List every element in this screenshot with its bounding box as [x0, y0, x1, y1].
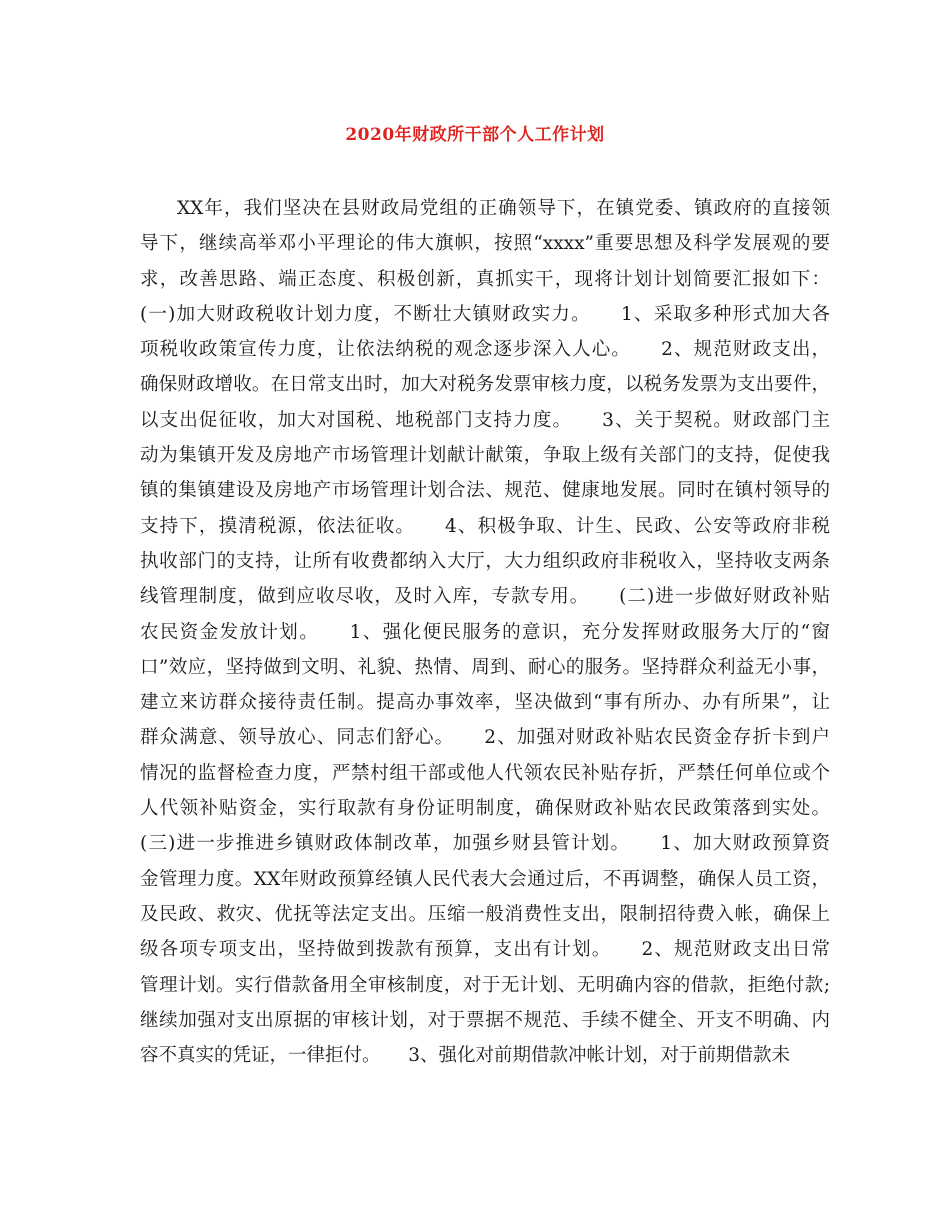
document-title: 2020年财政所干部个人工作计划 [345, 125, 605, 145]
text-line: 农民资金发放计划。 1、强化便民服务的意识，充分发挥财政服务大厅的“窗 [140, 621, 830, 643]
text-line: (三)进一步推进乡镇财政体制改革，加强乡财县管计划。 1、加大财政预算资 [140, 833, 830, 855]
text-line: 执收部门的支持，让所有收费都纳入大厅，大力组织政府非税收入，坚持收支两条 [140, 550, 830, 572]
text-line: 以支出促征收，加大对国税、地税部门支持力度。 3、关于契税。财政部门主 [140, 409, 830, 431]
text-line: 动为集镇开发及房地产市场管理计划献计献策，争取上级有关部门的支持，促使我 [140, 445, 830, 467]
text-line: (一)加大财政税收计划力度，不断壮大镇财政实力。 1、采取多种形式加大各 [140, 303, 830, 325]
text-line: 支持下，摸清税源，依法征收。 4、积极争取、计生、民政、公安等政府非税 [140, 515, 830, 537]
text-line: 继续加强对支出原据的审核计划，对于票据不规范、手续不健全、开支不明确、内 [140, 1009, 830, 1031]
text-line: 及民政、救灾、优抚等法定支出。压缩一般消费性支出，限制招待费入帐，确保上 [140, 903, 830, 925]
text-line: 人代领补贴资金，实行取款有身份证明制度，确保财政补贴农民政策落到实处。 [140, 798, 830, 820]
text-line: 导下，继续高举邓小平理论的伟大旗帜，按照“xxxx”重要思想及科学发展观的要 [140, 233, 830, 255]
text-line: 求，改善思路、端正态度、积极创新，真抓实干，现将计划计划简要汇报如下： [140, 268, 830, 290]
text-line: 金管理力度。XX年财政预算经镇人民代表大会通过后，不再调整，确保人员工资， [140, 868, 830, 890]
text-line: 群众满意、领导放心、同志们舒心。 2、加强对财政补贴农民资金存折卡到户 [140, 727, 830, 749]
text-line: 线管理制度，做到应收尽收，及时入库，专款专用。 (二)进一步做好财政补贴 [140, 586, 830, 608]
text-line: 级各项专项支出，坚持做到拨款有预算，支出有计划。 2、规范财政支出日常 [140, 939, 830, 961]
text-line: 建立来访群众接待责任制。提高办事效率，坚决做到“事有所办、办有所果”，让 [140, 692, 830, 714]
text-line: 情况的监督检查力度，严禁村组干部或他人代领农民补贴存折，严禁任何单位或个 [140, 762, 830, 784]
text-line: 镇的集镇建设及房地产市场管理计划合法、规范、健康地发展。同时在镇村领导的 [140, 480, 830, 502]
text-line: 确保财政增收。在日常支出时，加大对税务发票审核力度，以税务发票为支出要件， [140, 374, 830, 396]
text-line: 容不真实的凭证，一律拒付。 3、强化对前期借款冲帐计划，对于前期借款未 [140, 1045, 791, 1067]
text-line: 项税收政策宣传力度，让依法纳税的观念逐步深入人心。 2、规范财政支出， [140, 339, 830, 361]
text-line: 管理计划。实行借款备用全审核制度，对于无计划、无明确内容的借款，拒绝付款; [140, 974, 830, 996]
document-body [140, 191, 830, 1073]
text-line: 口”效应，坚持做到文明、礼貌、热情、周到、耐心的服务。坚持群众利益无小事， [140, 656, 830, 678]
text-line: XX年，我们坚决在县财政局党组的正确领导下，在镇党委、镇政府的直接领 [177, 198, 830, 219]
